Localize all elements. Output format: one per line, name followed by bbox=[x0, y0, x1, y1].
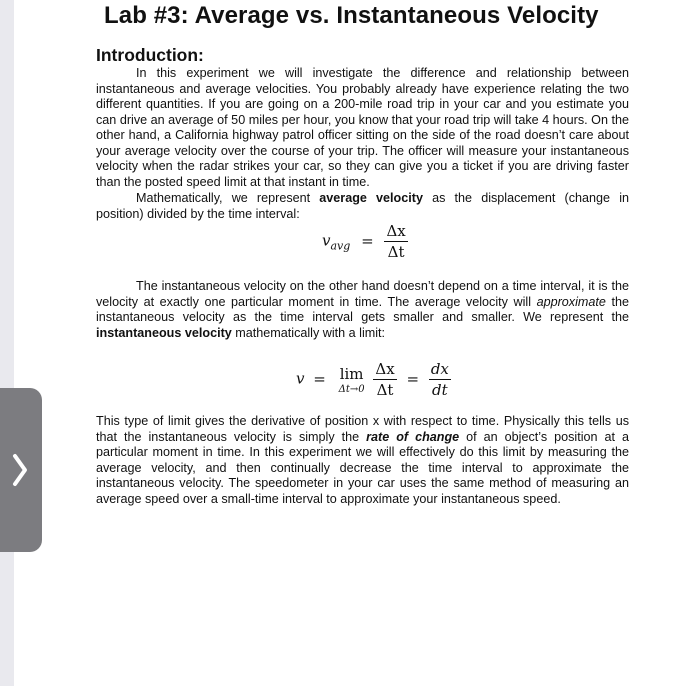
fraction: $\frac{\Delta x}{\Delta t}$ bbox=[386, 222, 406, 261]
paragraph-intro: In this experiment we will investigate the difference and relationship between instantaneous and average velocities. You probably already have experience relating the two different quantities. If you are going on a 200-mile road trip in your car and you estimate you can drive an average of 50 miles per hour, you know that your road trip will take 4 hours. On the other hand, a California highway patrol officer sitting on the side of the road doesn’t care about your average velocity over the course of your trip. The officer will measure your instantaneous velocity when the radar strikes your car, so they can give you a ticket if you are driving faster than the posted speed limit at that instant in time. bbox=[96, 66, 629, 189]
limit-operator: lim Δt→0 bbox=[338, 364, 365, 395]
paragraph-instantaneous-velocity: The instantaneous velocity on the other hand doesn’t depend on a time interval, it is the velocity at exactly one particular moment in time. The average velocity will approximate the instantaneous velocity as the time interval gets smaller and smaller. We represent the instantaneous velocity mathematically with a limit: bbox=[96, 279, 629, 340]
term-rate-of-change: rate of change bbox=[366, 429, 460, 444]
page-title: Lab #3: Average vs. Instantaneous Velocity bbox=[104, 2, 599, 29]
side-panel-toggle[interactable] bbox=[0, 388, 42, 552]
fraction: $\frac{\Delta x}{\Delta t}$ bbox=[375, 360, 395, 399]
term-instantaneous-velocity: instantaneous velocity bbox=[96, 325, 232, 340]
paragraph-average-velocity: Mathematically, we represent average velocity as the displacement (change in position) divided by the time interval: bbox=[96, 191, 630, 221]
equation-average-velocity: $v_{avg}$ = $\frac{\Delta x}{\Delta t}$ bbox=[322, 222, 406, 261]
section-heading: Introduction: bbox=[96, 45, 204, 65]
fraction: $\frac{dx}{dt}$ bbox=[430, 360, 449, 399]
term-average-velocity: average velocity bbox=[319, 191, 423, 205]
chevron-right-icon bbox=[10, 450, 30, 495]
paragraph-derivative: This type of limit gives the derivative of position x with respect to time. Physically this tells us that the instantaneous velocity is simply the rate of change of an object’s position at a particular moment in time. In this experiment we will effectively do this limit by measuring the average velocity, and then continually decrease the time interval to approximate the instantaneous velocity. The speedometer in your car uses the same method of measuring an average speed over a small-time interval to approximate your instantaneous speed. bbox=[96, 414, 629, 506]
equation-instantaneous-velocity: v = lim Δt→0 $\frac{\Delta x}{\Delta t}$ = $\frac{dx}{dt}$ bbox=[296, 360, 449, 399]
left-margin-strip bbox=[0, 0, 14, 686]
